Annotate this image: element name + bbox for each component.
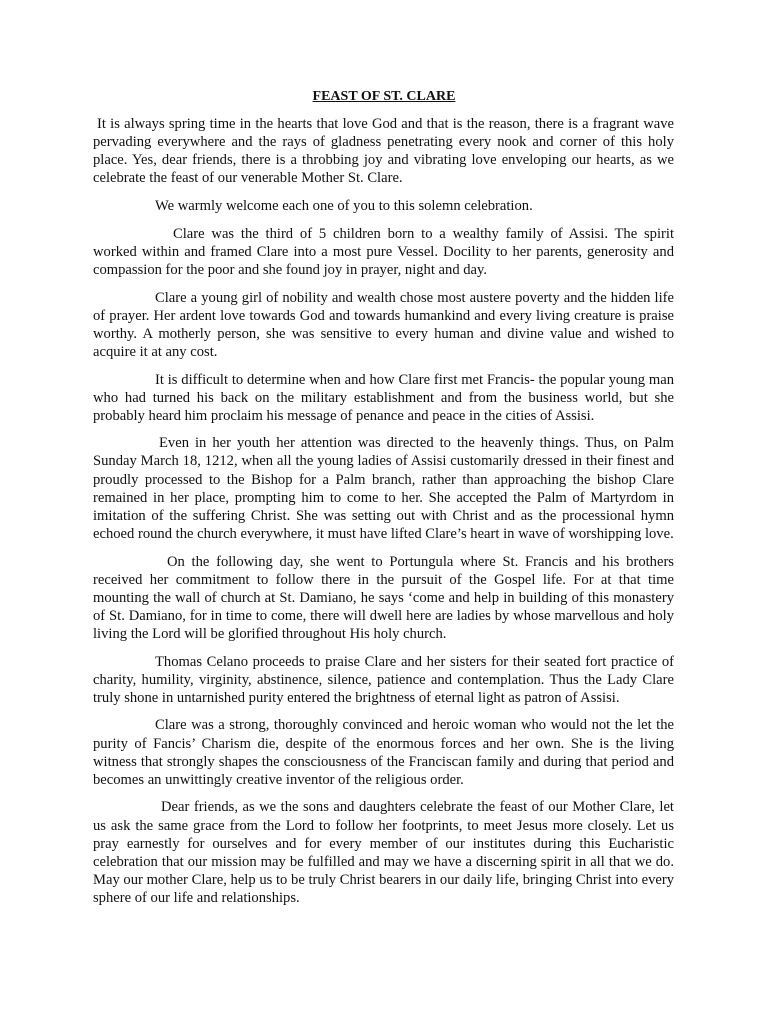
page-title: FEAST OF ST. CLARE — [312, 89, 456, 104]
paragraph-1: It is always spring time in the hearts that love God and that is the reason, there is a fragrant wave pervading everywhere and the rays of gladness penetrating every nook and corner of this holy place. Yes, dear friends, there is a throbbing joy and vibrating love enveloping our hearts, as we celebrate the feast of our venerable Mother St. Clare. — [93, 116, 674, 187]
document-body — [93, 115, 674, 917]
paragraph-5: It is difficult to determine when and how Clare first met Francis- the popular young man who had turned his back on the military establishment and from the business world, but she probably heard him proclaim his message of penance and peace in the cities of Assisi. — [93, 371, 674, 424]
paragraph-4: Clare a young girl of nobility and wealth chose most austere poverty and the hidden life of prayer. Her ardent love towards God and towards humankind and every living creature is praise worthy. A motherly person, she was sensitive to every human and divine value and wished to acquire it at any cost. — [93, 289, 674, 360]
paragraph-10: Dear friends, as we the sons and daughters celebrate the feast of our Mother Clare, let us ask the same grace from the Lord to follow her footprints, to meet Jesus more closely. Let us pray earnestly for ourselves and for every member of our institutes during this Eucharistic celebration that our mission may be fulfilled and may we have a discerning spirit in all that we do. May our mother Clare, help us to be truly Christ bearers in our daily life, bringing Christ into every sphere of our life and relationships. — [93, 799, 674, 906]
paragraph-8: Thomas Celano proceeds to praise Clare and her sisters for their seated fort practice of charity, humility, virginity, abstinence, silence, patience and contemplation. Thus the Lady Clare truly shone in untarnished purity entered the brightness of eternal light as patron of Assisi. — [93, 653, 674, 706]
paragraph-3: Clare was the third of 5 children born to a wealthy family of Assisi. The spirit worked within and framed Clare into a most pure Vessel. Docility to her parents, generosity and compassion for the poor and she found joy in prayer, night and day. — [93, 225, 674, 278]
paragraph-7: On the following day, she went to Portungula where St. Francis and his brothers received her commitment to follow there in the pursuit of the Gospel life. For at that time mounting the wall of church at St. Damiano, he says ‘come and help in building of this monastery of St. Damiano, for in time to come, there will dwell here are ladies by whose marvellous and holy living the Lord will be glorified throughout His holy church. — [93, 553, 674, 642]
paragraph-6: Even in her youth her attention was directed to the heavenly things. Thus, on Palm Sunday March 18, 1212, when all the young ladies of Assisi customarily dressed in their finest and proudly processed to the Bishop for a Palm branch, rather than approaching the bishop Clare remained in her place, prompting him to come to her. She accepted the Palm of Martyrdom in imitation of the suffering Christ. She was setting out with Christ and as the processional hymn echoed round the church everywhere, it must have lifted Clare’s heart in wave of worshipping love. — [93, 435, 674, 542]
paragraph-2: We warmly welcome each one of you to this solemn celebration. — [155, 197, 533, 214]
paragraph-9: Clare was a strong, thoroughly convinced and heroic woman who would not the let the purity of Fancis’ Charism die, despite of the enormous forces and her own. She is the living witness that strongly shapes the consciousness of the Franciscan family and during that period and becomes an unwittingly creative inventor of the religious order. — [93, 717, 674, 788]
